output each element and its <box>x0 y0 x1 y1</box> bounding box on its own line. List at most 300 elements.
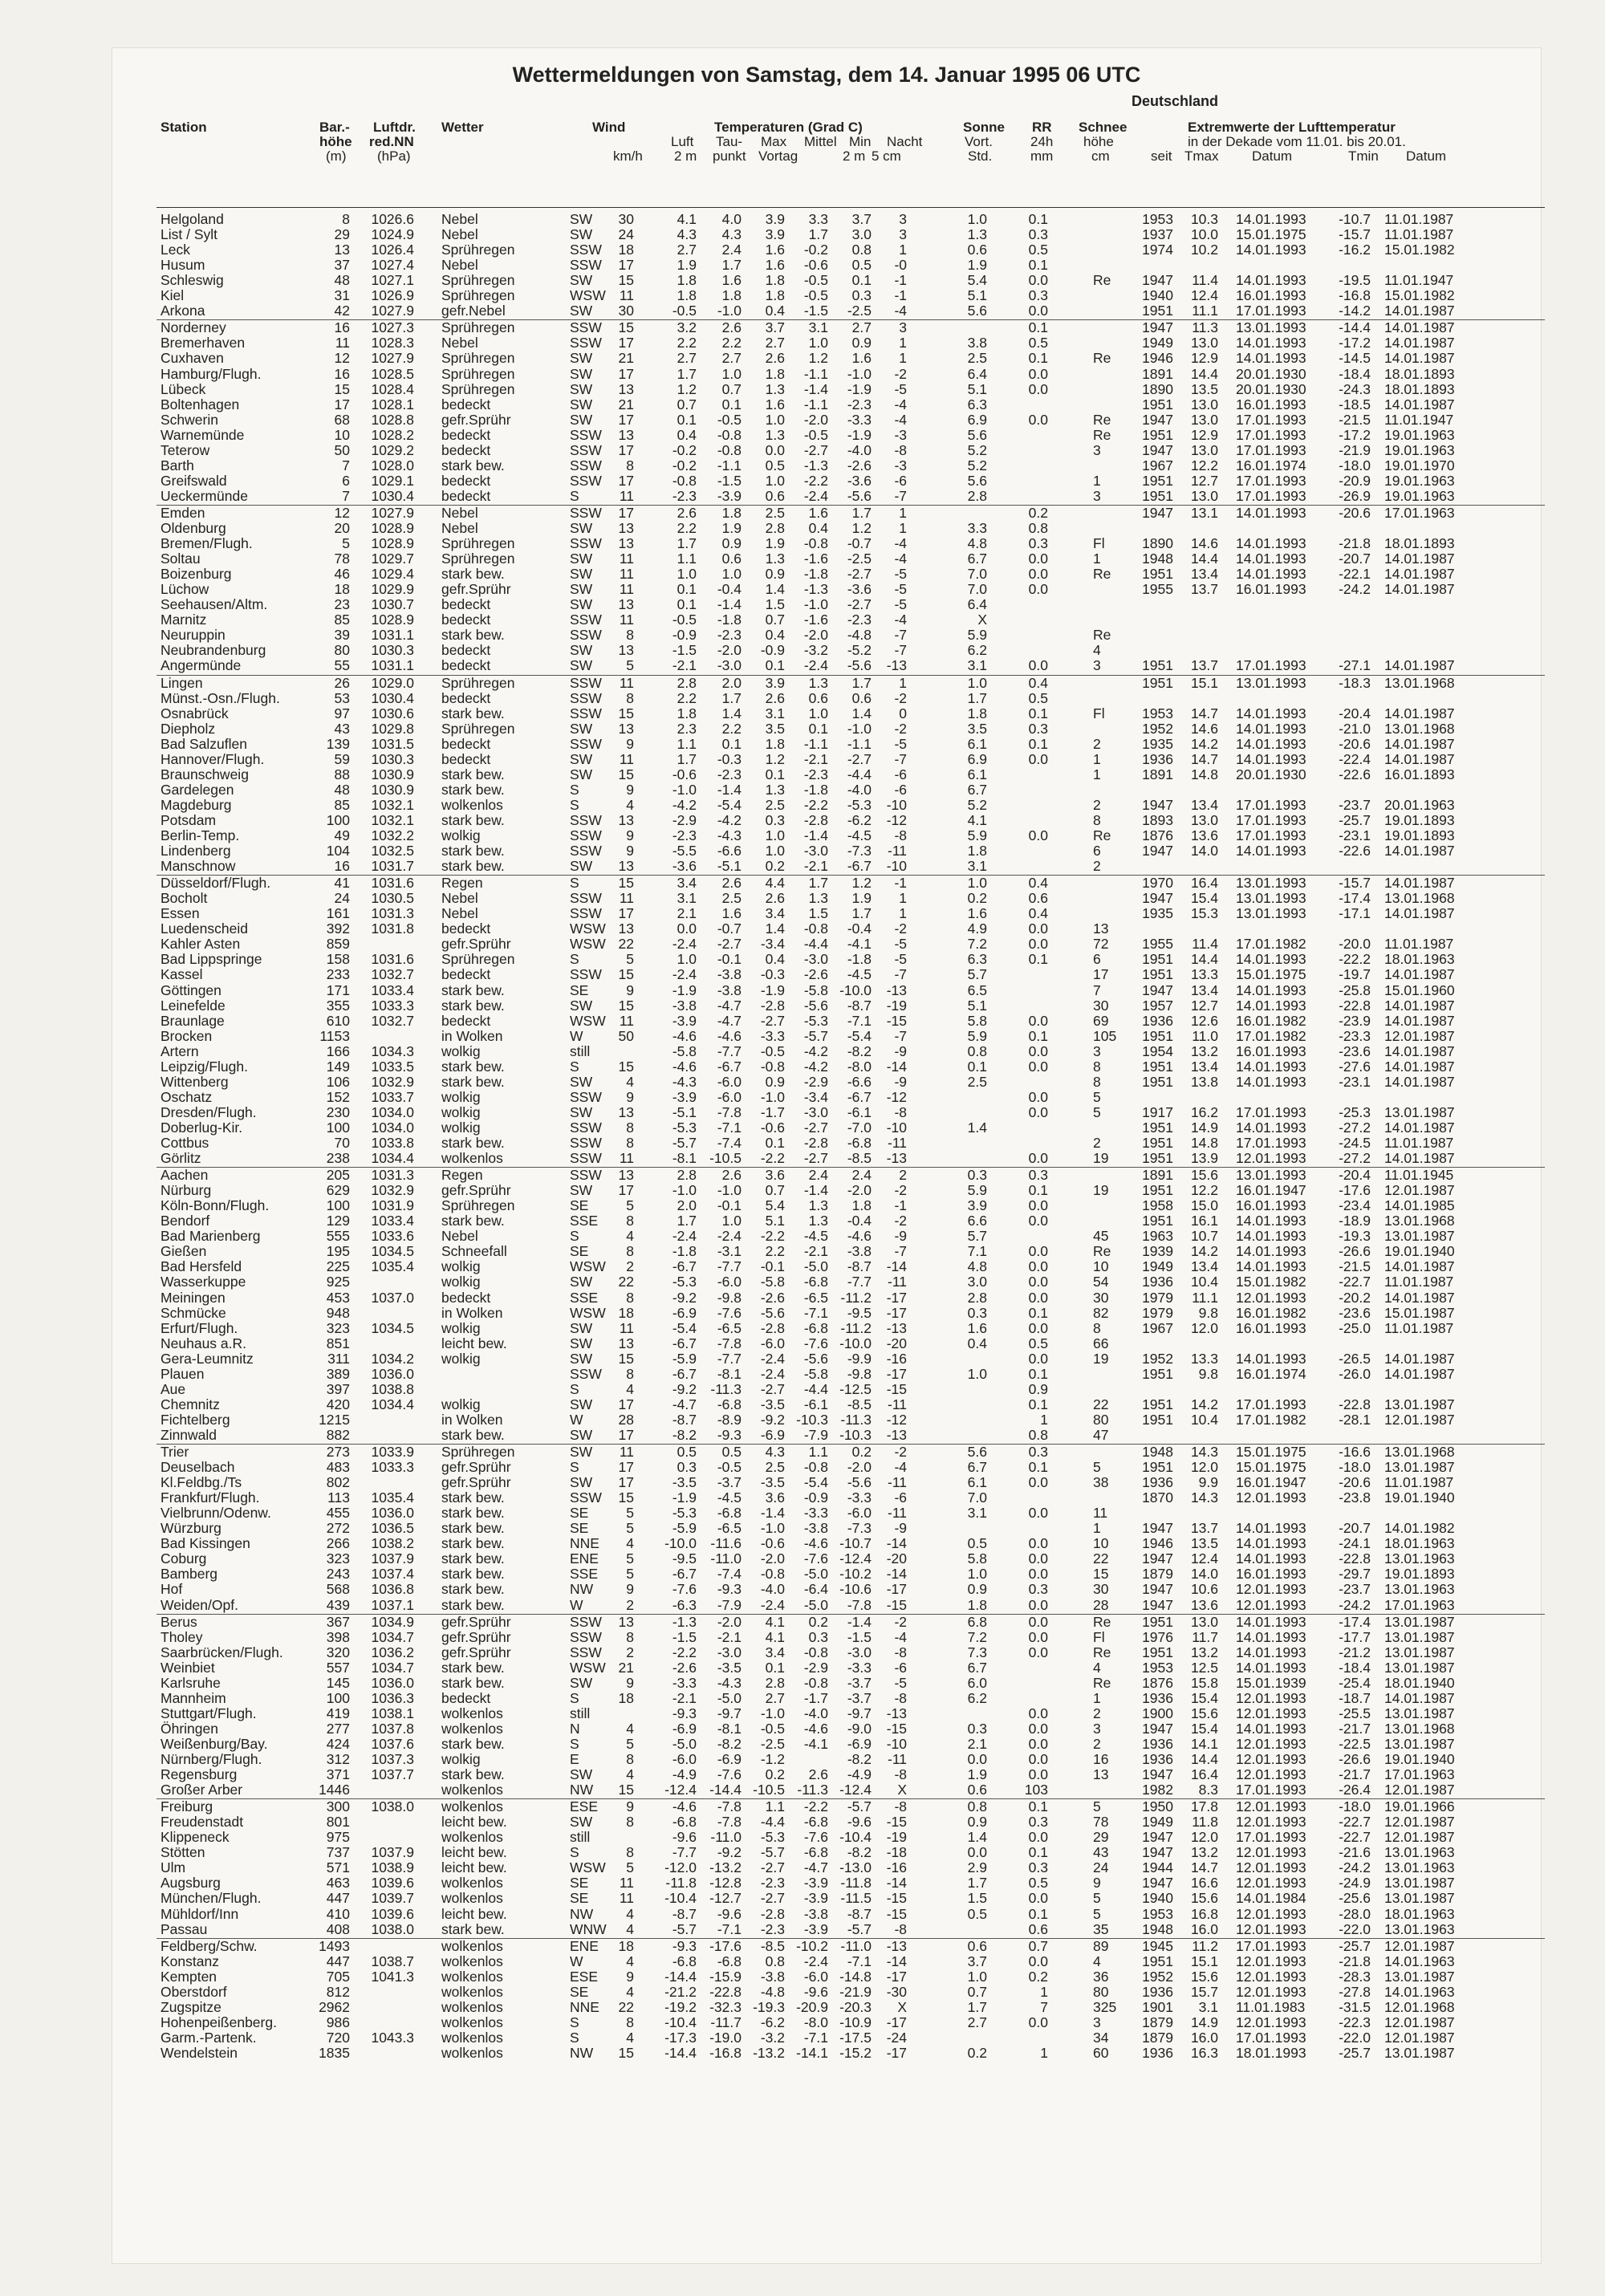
cell-dew-point: -2.1 <box>717 1628 742 1645</box>
cell-min-2m: 3.0 <box>851 226 872 243</box>
cell-mean: -2.4 <box>803 1953 828 1969</box>
cell-min-5cm: -1 <box>894 1197 907 1214</box>
cell-height: 705 <box>326 1968 350 1985</box>
cell-wind-speed: 4 <box>626 796 634 813</box>
cell-tmin-date: 13.01.1968 <box>1384 890 1455 907</box>
cell-rain: 0.0 <box>1028 1550 1048 1567</box>
cell-min-5cm: -14 <box>886 1258 907 1275</box>
cell-height: 1835 <box>319 2044 350 2061</box>
cell-min-5cm: -4 <box>894 303 907 319</box>
cell-wind-dir: still <box>570 1705 591 1721</box>
cell-height: 59 <box>334 750 350 767</box>
cell-height: 31 <box>334 287 350 304</box>
cell-pressure: 1030.7 <box>371 596 414 613</box>
cell-tmin-date: 14.01.1987 <box>1384 657 1455 674</box>
cell-wind-speed: 22 <box>618 936 634 953</box>
cell-min-2m: -1.9 <box>847 426 872 443</box>
cell-max-prev: 0.1 <box>765 657 785 674</box>
cell-dew-point: -5.0 <box>717 1689 742 1706</box>
table-row <box>112 1985 1541 2000</box>
cell-rain: 0.1 <box>1028 211 1048 227</box>
cell-sun: 1.4 <box>967 1829 987 1846</box>
cell-tmin-date: 17.01.1963 <box>1384 504 1455 521</box>
cell-mean: 1.3 <box>808 1213 828 1229</box>
cell-temp-air: -4.6 <box>672 1798 697 1815</box>
cell-wind-speed: 11 <box>619 1319 634 1336</box>
table-row <box>112 983 1541 998</box>
cell-since: 1951 <box>1142 1213 1173 1229</box>
cell-tmax: 14.4 <box>1190 951 1218 968</box>
cell-rain: 0.0 <box>1028 1705 1048 1721</box>
cell-wind-speed: 15 <box>618 705 634 721</box>
cell-tmax-date: 14.01.1993 <box>1236 566 1306 583</box>
cell-tmax: 9.8 <box>1198 1304 1218 1321</box>
cell-dew-point: -2.4 <box>717 1228 742 1245</box>
cell-since: 1953 <box>1142 1659 1173 1676</box>
cell-temp-air: -8.1 <box>672 1150 697 1167</box>
cell-max-prev: 1.6 <box>765 242 785 258</box>
cell-weather: in Wolken <box>441 1304 503 1321</box>
cell-tmin: -22.6 <box>1339 766 1371 782</box>
cell-dew-point: 1.0 <box>721 1213 742 1229</box>
cell-temp-air: -12.4 <box>664 1782 697 1798</box>
cell-wind-speed: 13 <box>618 811 634 828</box>
cell-station: Schmücke <box>160 1304 226 1321</box>
cell-tmin-date: 11.01.1987 <box>1384 1135 1454 1151</box>
cell-min-2m: 1.7 <box>851 504 872 521</box>
cell-wind-dir: SSW <box>570 1628 602 1645</box>
cell-tmax: 10.6 <box>1190 1581 1218 1598</box>
cell-max-prev: 0.1 <box>765 766 785 782</box>
cell-min-2m: -9.5 <box>847 1304 872 1321</box>
cell-since: 1935 <box>1142 905 1173 922</box>
cell-tmax-date: 17.01.1993 <box>1236 487 1306 504</box>
cell-temp-air: -10.4 <box>664 1890 697 1907</box>
cell-weather: wolkenlos <box>441 1782 503 1798</box>
cell-mean: 1.1 <box>808 1444 828 1460</box>
cell-min-5cm: -8 <box>894 1766 907 1783</box>
cell-mean: -2.0 <box>803 411 828 428</box>
cell-dew-point: -0.5 <box>717 1459 742 1476</box>
cell-tmax-date: 16.01.1993 <box>1236 1566 1306 1583</box>
cell-tmax-date: 16.01.1993 <box>1236 287 1306 304</box>
cell-weather: leicht bew. <box>441 1335 507 1351</box>
cell-pressure: 1029.2 <box>371 441 414 458</box>
cell-tmin-date: 14.01.1987 <box>1384 705 1455 721</box>
cell-tmin-date: 13.01.1963 <box>1384 1844 1455 1861</box>
cell-since: 1951 <box>1142 1135 1173 1151</box>
cell-dew-point: 1.9 <box>721 520 742 536</box>
cell-height: 243 <box>326 1566 350 1583</box>
cell-min-2m: -8.5 <box>847 1396 872 1412</box>
table-row <box>112 658 1541 673</box>
cell-wind-speed: 18 <box>618 1304 634 1321</box>
cell-station: Warnemünde <box>160 426 245 443</box>
cell-tmin-date: 13.01.1987 <box>1384 1628 1455 1645</box>
table-row <box>112 551 1541 567</box>
hdr-kmh: km/h <box>613 148 643 164</box>
cell-dew-point: -8.1 <box>717 1720 742 1737</box>
cell-max-prev: 0.1 <box>765 1135 785 1151</box>
cell-min-2m: -11.0 <box>840 1937 872 1954</box>
cell-mean: -2.2 <box>803 472 828 489</box>
cell-sun: 6.5 <box>967 981 987 998</box>
cell-rain: 0.1 <box>1028 319 1048 336</box>
cell-sun: 5.9 <box>967 1182 987 1199</box>
cell-station: Wittenberg <box>160 1073 229 1090</box>
cell-wind-speed: 11 <box>619 287 634 304</box>
cell-station: Gera-Leumnitz <box>160 1350 254 1367</box>
cell-weather: Nebel <box>441 335 478 352</box>
cell-mean: -0.6 <box>803 257 828 274</box>
cell-temp-air: -1.3 <box>672 1613 697 1630</box>
cell-since: 1979 <box>1142 1289 1173 1306</box>
cell-station: Hamburg/Flugh. <box>160 365 262 382</box>
cell-min-5cm: -20 <box>886 1335 907 1351</box>
cell-rain: 0.0 <box>1028 1766 1048 1783</box>
cell-sun: 0.1 <box>967 1058 987 1075</box>
cell-tmax-date: 14.01.1993 <box>1236 1258 1306 1275</box>
cell-max-prev: -1.9 <box>760 981 785 998</box>
cell-temp-air: 0.5 <box>677 1444 697 1460</box>
table-row <box>112 1397 1541 1412</box>
cell-wind-dir: SSW <box>570 242 602 258</box>
cell-wind-dir: SW <box>570 350 593 367</box>
cell-tmax-date: 12.01.1993 <box>1236 1983 1306 2000</box>
cell-min-2m: -3.7 <box>847 1689 872 1706</box>
cell-height: 37 <box>334 257 350 274</box>
table-row <box>112 2015 1541 2030</box>
cell-temp-air: -1.0 <box>672 781 697 798</box>
cell-tmax-date: 12.01.1993 <box>1236 1859 1306 1876</box>
cell-station: Aue <box>160 1380 186 1397</box>
cell-tmin: -23.7 <box>1339 1581 1371 1598</box>
cell-max-prev: -1.0 <box>760 1705 785 1721</box>
cell-max-prev: 1.8 <box>765 287 785 304</box>
cell-tmax: 13.0 <box>1190 1613 1218 1630</box>
cell-tmin: -25.3 <box>1339 1103 1371 1120</box>
cell-min-5cm: -2 <box>894 720 907 737</box>
cell-wind-dir: SE <box>570 1520 589 1537</box>
cell-pressure: 1034.3 <box>371 1042 414 1059</box>
cell-tmax: 16.8 <box>1190 1905 1218 1922</box>
cell-wind-speed: 9 <box>626 843 634 859</box>
cell-dew-point: 1.8 <box>721 287 742 304</box>
cell-weather: gefr.Sprühr <box>441 1474 511 1491</box>
cell-dew-point: -6.0 <box>717 1274 742 1290</box>
cell-station: Garm.-Partenk. <box>160 2029 257 2046</box>
cell-station: Gießen <box>160 1243 207 1260</box>
cell-tmin: -14.4 <box>1339 319 1371 336</box>
table-row <box>112 612 1541 628</box>
cell-pressure: 1036.8 <box>371 1581 414 1598</box>
cell-wind-dir: SW <box>570 1182 593 1199</box>
cell-tmin-date: 14.01.1987 <box>1384 319 1455 336</box>
cell-min-5cm: -11 <box>888 843 907 859</box>
cell-max-prev: 3.9 <box>765 226 785 243</box>
cell-height: 85 <box>334 796 350 813</box>
table-row <box>112 489 1541 504</box>
cell-station: Bendorf <box>160 1213 210 1229</box>
cell-station: Klippeneck <box>160 1829 230 1846</box>
cell-pressure: 1038.0 <box>371 1920 414 1937</box>
cell-min-5cm: 0 <box>899 705 907 721</box>
cell-min-2m: -5.2 <box>847 642 872 659</box>
cell-sun: 5.9 <box>967 627 987 644</box>
cell-height: 230 <box>326 1103 350 1120</box>
cell-wind-dir: SSW <box>570 1365 602 1382</box>
cell-height: 447 <box>326 1953 350 1969</box>
cell-wind-dir: SW <box>570 396 593 412</box>
cell-pressure: 1034.4 <box>371 1396 414 1412</box>
cell-height: 106 <box>326 1073 350 1090</box>
cell-weather: gefr.Sprühr <box>441 581 511 598</box>
cell-max-prev: 3.5 <box>765 720 785 737</box>
cell-sun: 7.0 <box>967 581 987 598</box>
cell-tmax: 14.8 <box>1190 1135 1218 1151</box>
cell-rain: 0.0 <box>1028 1289 1048 1306</box>
cell-wind-speed: 17 <box>618 257 634 274</box>
cell-station: Erfurt/Flugh. <box>160 1319 238 1336</box>
cell-temp-air: -6.8 <box>672 1814 697 1831</box>
cell-temp-air: -0.6 <box>672 766 697 782</box>
cell-wind-dir: SSW <box>570 827 602 843</box>
cell-max-prev: 1.8 <box>765 272 785 289</box>
cell-wind-dir: S <box>570 951 579 968</box>
table-row <box>112 1044 1541 1059</box>
cell-tmax: 13.7 <box>1190 657 1218 674</box>
table-row <box>112 859 1541 874</box>
cell-tmin-date: 19.01.1970 <box>1384 457 1455 473</box>
cell-min-5cm: -10 <box>886 858 907 875</box>
cell-rain: 0.5 <box>1028 242 1048 258</box>
cell-tmax-date: 14.01.1993 <box>1236 735 1306 752</box>
cell-tmin: -21.9 <box>1339 441 1371 458</box>
cell-wind-dir: SE <box>570 1983 589 2000</box>
cell-snow: 5 <box>1093 1103 1101 1120</box>
cell-tmin: -25.7 <box>1339 1937 1371 1954</box>
cell-min-2m: -5.3 <box>847 796 872 813</box>
cell-sun: 1.0 <box>967 1566 987 1583</box>
cell-tmax-date: 12.01.1993 <box>1236 1596 1306 1613</box>
cell-snow: 47 <box>1093 1426 1109 1443</box>
cell-snow: 1 <box>1093 472 1101 489</box>
cell-tmin: -23.1 <box>1339 827 1371 843</box>
cell-wind-speed: 22 <box>618 1998 634 2015</box>
cell-tmax: 15.6 <box>1190 1968 1218 1985</box>
cell-sun: 5.2 <box>967 457 987 473</box>
cell-min-2m: -11.3 <box>840 1411 872 1428</box>
cell-mean: -3.0 <box>803 1103 828 1120</box>
cell-tmax-date: 16.01.1993 <box>1236 396 1306 412</box>
cell-tmin: -27.1 <box>1339 657 1371 674</box>
cell-since: 1944 <box>1142 1859 1173 1876</box>
cell-since: 1936 <box>1142 750 1173 767</box>
cell-tmin: -23.3 <box>1339 1027 1371 1044</box>
cell-sun: 5.7 <box>967 1228 987 1245</box>
cell-temp-air: 2.2 <box>677 689 697 706</box>
cell-min-2m: -2.7 <box>847 566 872 583</box>
cell-since: 1951 <box>1142 426 1173 443</box>
cell-min-5cm: -7 <box>894 750 907 767</box>
cell-min-5cm: -17 <box>886 2044 907 2061</box>
cell-dew-point: 1.7 <box>721 257 742 274</box>
cell-wind-speed: 9 <box>626 1798 634 1815</box>
cell-weather: leicht bew. <box>441 1814 507 1831</box>
cell-snow: 2 <box>1093 735 1101 752</box>
cell-height: 78 <box>334 551 350 567</box>
cell-tmin-date: 12.01.1987 <box>1384 1182 1455 1199</box>
cell-tmin-date: 14.01.1987 <box>1384 966 1455 983</box>
cell-rain: 0.6 <box>1028 890 1048 907</box>
cell-station: Coburg <box>160 1550 207 1567</box>
cell-sun: 2.5 <box>967 350 987 367</box>
cell-tmin: -17.1 <box>1339 905 1371 922</box>
cell-mean: -2.9 <box>803 1659 828 1676</box>
cell-tmin-date: 11.01.1987 <box>1384 211 1454 227</box>
table-row <box>112 443 1541 458</box>
cell-min-2m: -7.8 <box>847 1596 872 1613</box>
cell-min-2m: 0.8 <box>851 242 872 258</box>
cell-tmin: -27.8 <box>1339 1983 1371 2000</box>
cell-wind-speed: 9 <box>626 1088 634 1105</box>
cell-max-prev: 2.6 <box>765 890 785 907</box>
hdr-tmax: Tmax <box>1184 148 1219 164</box>
cell-tmax: 13.4 <box>1190 566 1218 583</box>
cell-station: Bremerhaven <box>160 335 246 352</box>
cell-min-2m: -8.2 <box>847 1042 872 1059</box>
cell-wind-dir: SSW <box>570 674 602 691</box>
hdr-std: Std. <box>968 148 993 164</box>
cell-max-prev: -2.2 <box>760 1150 785 1167</box>
cell-height: 49 <box>334 827 350 843</box>
cell-temp-air: -10.4 <box>664 2014 697 2030</box>
cell-tmin-date: 13.01.1987 <box>1384 1705 1455 1721</box>
hdr-min2m: 2 m <box>843 148 866 164</box>
cell-mean: -2.8 <box>803 811 828 828</box>
cell-dew-point: -11.0 <box>710 1829 742 1846</box>
cell-max-prev: 1.4 <box>765 581 785 598</box>
cell-min-5cm: -2 <box>894 365 907 382</box>
cell-wind-speed: 8 <box>626 1213 634 1229</box>
cell-tmax-date: 17.01.1993 <box>1236 811 1306 828</box>
cell-mean: -7.6 <box>803 1829 828 1846</box>
cell-station: Magdeburg <box>160 796 232 813</box>
cell-dew-point: -7.4 <box>717 1566 742 1583</box>
cell-dew-point: -11.6 <box>710 1535 742 1552</box>
cell-min-2m: -15.2 <box>839 2044 872 2061</box>
cell-tmin-date: 14.01.1987 <box>1384 1012 1455 1029</box>
cell-tmax-date: 13.01.1993 <box>1236 1167 1306 1184</box>
cell-station: Münst.-Osn./Flugh. <box>160 689 280 706</box>
hdr-rednn: red.NN <box>369 134 414 149</box>
cell-min-5cm: -15 <box>886 1012 907 1029</box>
cell-mean: -2.7 <box>803 1150 828 1167</box>
cell-height: 100 <box>326 1197 350 1214</box>
cell-station: Lingen <box>160 674 203 691</box>
cell-rain: 0.3 <box>1028 1581 1048 1598</box>
cell-temp-air: -7.6 <box>672 1581 697 1598</box>
cell-since: 1951 <box>1142 487 1173 504</box>
cell-min-2m: -4.1 <box>847 936 872 953</box>
cell-dew-point: -9.2 <box>717 1844 742 1861</box>
cell-tmin-date: 14.01.1987 <box>1384 551 1455 567</box>
cell-weather: Nebel <box>441 257 478 274</box>
cell-wind-dir: SSW <box>570 335 602 352</box>
cell-tmin: -20.6 <box>1339 1474 1371 1491</box>
table-row <box>112 1075 1541 1090</box>
cell-pressure: 1031.7 <box>371 858 414 875</box>
cell-tmin: -17.7 <box>1339 1628 1371 1645</box>
cell-max-prev: -9.2 <box>760 1411 785 1428</box>
cell-weather: wolkenlos <box>441 2029 503 2046</box>
cell-rain: 0.0 <box>1028 1829 1048 1846</box>
cell-tmin-date: 12.01.1987 <box>1384 1814 1455 1831</box>
cell-since: 1951 <box>1142 1459 1173 1476</box>
cell-mean: -6.0 <box>803 1968 828 1985</box>
cell-rain: 0.0 <box>1028 1890 1048 1907</box>
table-row <box>112 1598 1541 1613</box>
cell-height: 571 <box>326 1859 350 1876</box>
cell-height: 97 <box>334 705 350 721</box>
cell-temp-air: -17.3 <box>664 2029 697 2046</box>
cell-tmax-date: 12.01.1993 <box>1236 1953 1306 1969</box>
cell-min-5cm: 1 <box>899 242 907 258</box>
cell-sun: 6.1 <box>967 1474 987 1491</box>
cell-pressure: 1028.3 <box>371 335 414 352</box>
cell-wind-speed: 15 <box>618 319 634 336</box>
table-row <box>112 1860 1541 1875</box>
cell-sun: 1.9 <box>967 257 987 274</box>
cell-since: 1891 <box>1142 1167 1173 1184</box>
cell-min-2m: -9.7 <box>847 1705 872 1721</box>
cell-wind-speed: 22 <box>618 1274 634 1290</box>
cell-min-5cm: -8 <box>894 1798 907 1815</box>
cell-temp-air: -2.2 <box>672 1644 697 1660</box>
cell-min-5cm: -6 <box>894 781 907 798</box>
cell-dew-point: 0.9 <box>721 535 742 552</box>
cell-tmin: -16.6 <box>1339 1444 1371 1460</box>
cell-wind-dir: SW <box>570 226 593 243</box>
hdr-max: Max <box>761 134 787 149</box>
cell-dew-point: -7.8 <box>717 1103 742 1120</box>
cell-tmax: 11.8 <box>1192 1814 1218 1831</box>
cell-min-2m: -5.6 <box>847 657 872 674</box>
cell-station: Karlsruhe <box>160 1674 221 1691</box>
cell-wind-dir: E <box>570 1751 579 1767</box>
cell-min-5cm: -10 <box>886 1119 907 1136</box>
cell-sun: 0.9 <box>967 1581 987 1598</box>
cell-station: Helgoland <box>160 211 224 227</box>
cell-mean: -4.7 <box>803 1859 828 1876</box>
cell-pressure: 1035.4 <box>371 1258 414 1275</box>
cell-sun: 5.8 <box>967 1550 987 1567</box>
cell-wind-speed: 4 <box>626 1380 634 1397</box>
hdr-luft2m: 2 m <box>674 148 697 164</box>
cell-rain: 0.0 <box>1028 1720 1048 1737</box>
cell-mean: -5.4 <box>803 1474 828 1491</box>
cell-sun: 0.6 <box>967 1782 987 1798</box>
cell-sun: 6.3 <box>967 951 987 968</box>
cell-tmin: -27.6 <box>1339 1058 1371 1075</box>
cell-max-prev: -3.8 <box>760 1968 785 1985</box>
cell-max-prev: 0.9 <box>765 566 785 583</box>
cell-tmax: 13.3 <box>1190 966 1218 983</box>
cell-sun: 3.1 <box>967 1505 987 1522</box>
cell-pressure: 1037.4 <box>371 1566 414 1583</box>
cell-min-2m: -10.9 <box>839 2014 872 2030</box>
cell-min-2m: -10.0 <box>839 981 872 998</box>
